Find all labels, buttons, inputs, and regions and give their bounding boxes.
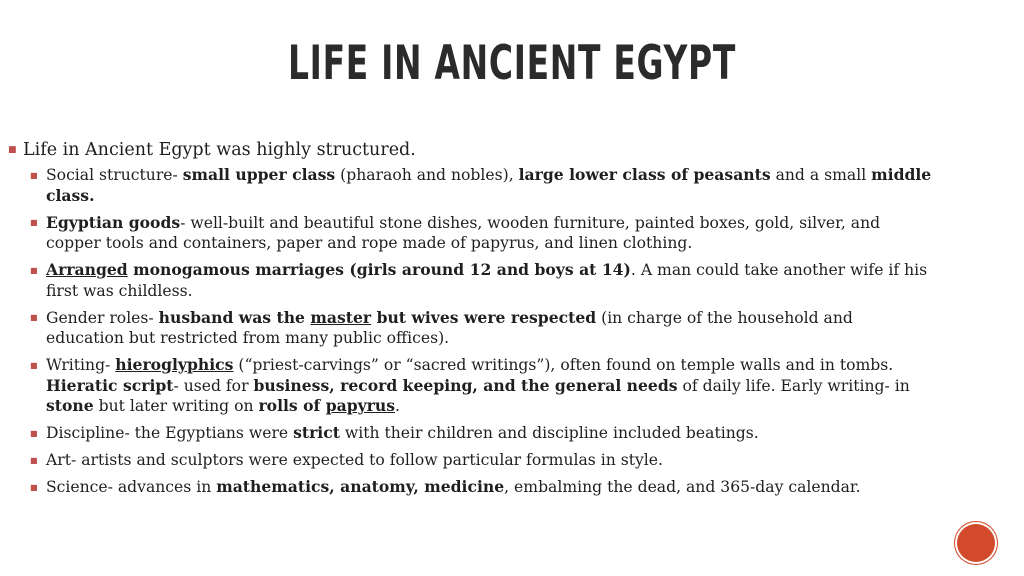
bullet-bold-text: Egyptian goods bbox=[46, 212, 181, 232]
bullet-egyptian-goods bbox=[8, 213, 1020, 254]
bullet-bold-text: large lower class of peasants bbox=[518, 165, 771, 184]
bullet-writing bbox=[8, 355, 1020, 417]
bullet-text: Art- artists and sculptors were expected to follow particular formulas in style. bbox=[46, 451, 663, 469]
bullet-social-structure bbox=[8, 165, 1020, 206]
bullet-text: and a small bbox=[770, 166, 872, 184]
bullet-art bbox=[8, 450, 1020, 471]
bullet-bold-text: middle bbox=[871, 165, 932, 184]
slide-number-badge bbox=[957, 524, 995, 562]
bullet-text: education but restricted from many public offices). bbox=[46, 329, 450, 347]
square-bullet-icon: ■ bbox=[30, 170, 38, 180]
bullet-bold-text: but wives were respected bbox=[371, 307, 597, 327]
bullet-text: Science- advances in bbox=[46, 478, 217, 496]
bullet-bold-text: business, record keeping, and the general needs bbox=[253, 375, 678, 395]
slide-content bbox=[8, 138, 1020, 504]
square-bullet-icon: ■ bbox=[8, 145, 17, 155]
intro-text: Life in Ancient Egypt was highly structured. bbox=[23, 140, 416, 160]
square-bullet-icon: ■ bbox=[30, 428, 38, 438]
bullet-bold-underlined-text: master bbox=[310, 307, 372, 327]
bullet-bold-text: Hieratic script bbox=[46, 375, 174, 395]
bullet-text: Writing- bbox=[46, 356, 116, 374]
bullet-bold-text: rolls of bbox=[258, 396, 326, 415]
square-bullet-icon: ■ bbox=[30, 360, 38, 370]
square-bullet-icon: ■ bbox=[30, 482, 38, 492]
bullet-bold-text: class. bbox=[46, 185, 95, 205]
bullet-bold-text: husband was the bbox=[158, 307, 311, 327]
bullet-bold-text: monogamous marriages (girls around 12 and boys at 14) bbox=[127, 260, 631, 279]
bullet-bold-text: mathematics, anatomy, medicine bbox=[216, 477, 505, 496]
slide-title: LIFE IN ANCIENT EGYPT bbox=[288, 36, 736, 91]
bullet-text: . bbox=[395, 397, 400, 415]
square-bullet-icon: ■ bbox=[30, 455, 38, 465]
bullet-gender-roles bbox=[8, 308, 1020, 349]
square-bullet-icon: ■ bbox=[30, 265, 38, 275]
bullet-text: Gender roles- bbox=[46, 308, 159, 327]
bullet-text: . A man could take another wife if his bbox=[630, 261, 928, 279]
bullet-bold-text: stone bbox=[46, 396, 94, 415]
square-bullet-icon: ■ bbox=[30, 218, 38, 227]
bullet-text: first was childless. bbox=[46, 281, 193, 300]
bullet-text: but later writing on bbox=[93, 397, 259, 415]
bullet-intro bbox=[8, 138, 1020, 163]
bullet-text: Social structure- bbox=[46, 166, 183, 184]
bullet-text: with their children and discipline included beatings. bbox=[339, 424, 759, 442]
bullet-discipline bbox=[8, 423, 1020, 444]
bullet-text: , embalming the dead, and 365-day calendar. bbox=[504, 478, 861, 496]
bullet-text: (“priest-carvings” or “sacred writings”), often found on temple walls and in tombs. bbox=[233, 356, 894, 374]
bullet-text: (in charge of the household and bbox=[596, 308, 853, 327]
bullet-bold-text: strict bbox=[293, 423, 340, 442]
square-bullet-icon: ■ bbox=[30, 313, 38, 322]
bullet-text: - used for bbox=[173, 376, 254, 395]
bullet-bold-underlined-text: hieroglyphics bbox=[115, 355, 234, 374]
bullet-marriages bbox=[8, 260, 1020, 301]
bullet-text: Discipline- the Egyptians were bbox=[46, 424, 294, 442]
bullet-text: of daily life. Early writing- in bbox=[677, 376, 910, 395]
bullet-text: - well-built and beautiful stone dishes, wooden furniture, painted boxes, gold, silver, and bbox=[180, 213, 881, 232]
bullet-text: copper tools and containers, paper and rope made of papyrus, and linen clothing. bbox=[46, 234, 693, 252]
bullet-bold-text: small upper class bbox=[182, 165, 336, 184]
bullet-text: (pharaoh and nobles), bbox=[335, 166, 519, 184]
bullet-science bbox=[8, 477, 1020, 498]
bullet-bold-underlined-text: papyrus bbox=[325, 396, 395, 415]
bullet-bold-underlined-text: Arranged bbox=[46, 260, 128, 279]
